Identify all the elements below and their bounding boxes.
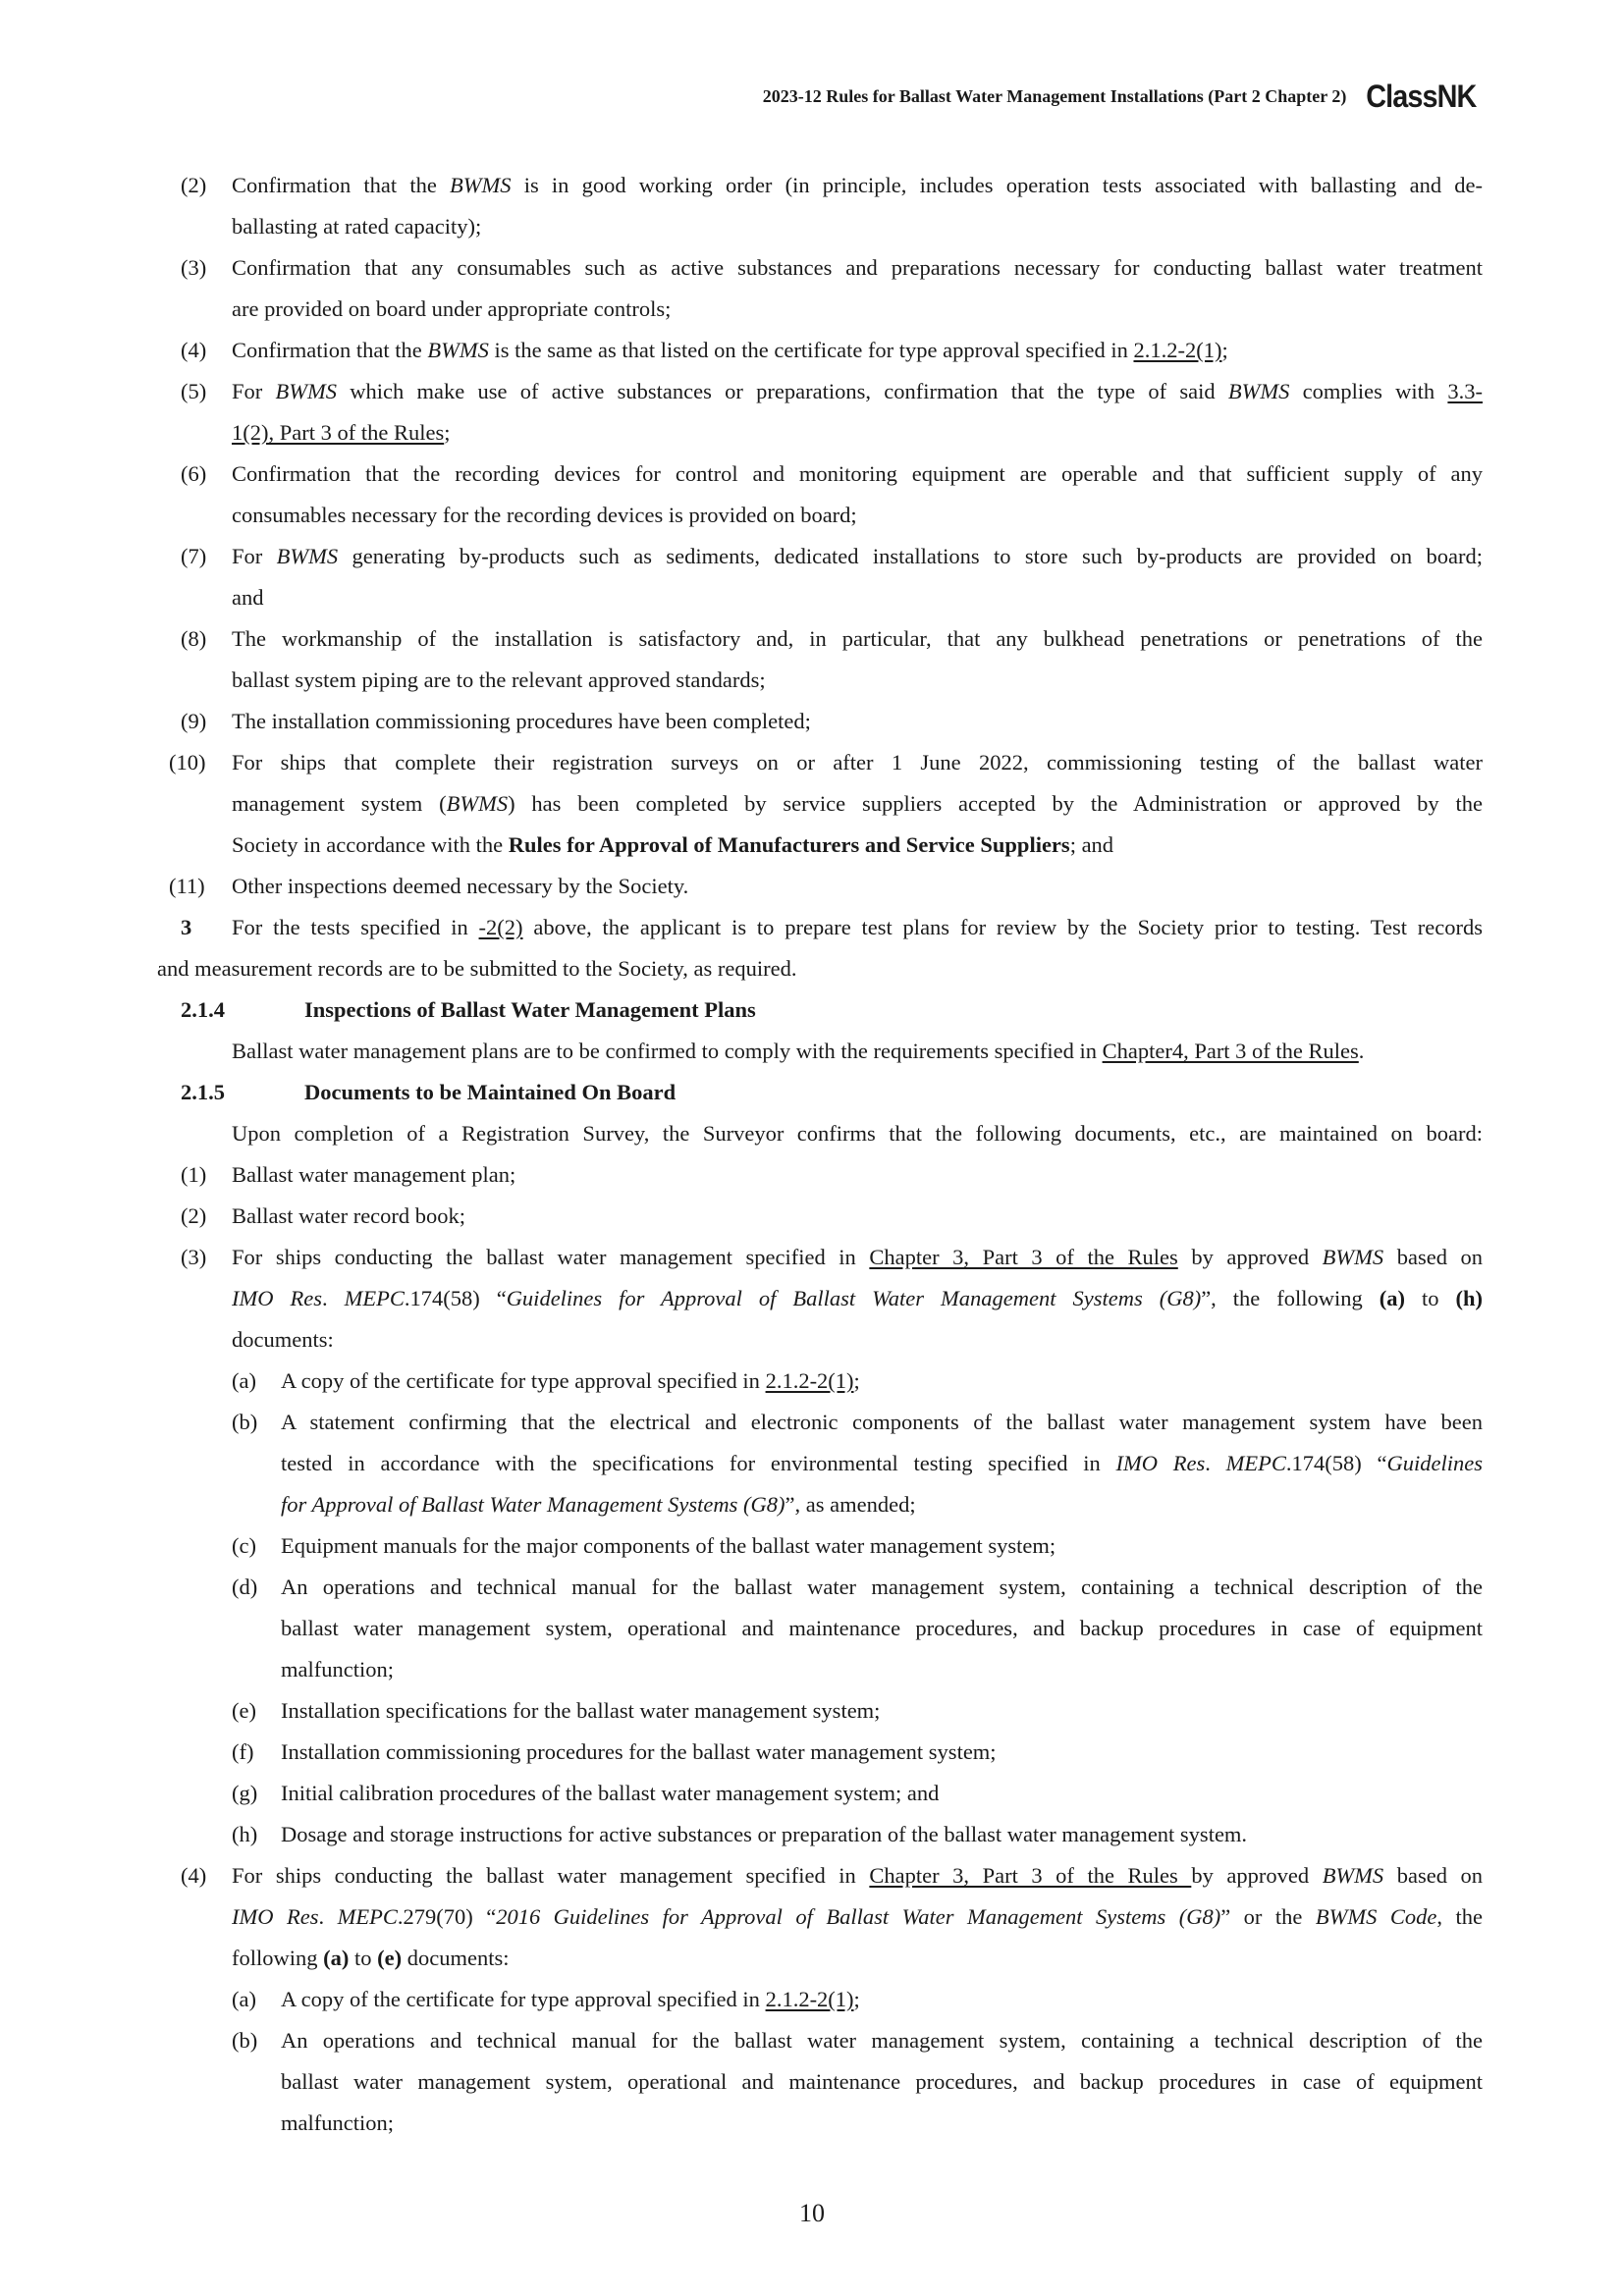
reference-link[interactable]: 2.1.2-2(1) — [765, 1987, 854, 2011]
sub-item-letter: (f) — [232, 1739, 254, 1764]
item-text: Ballast water record book; — [232, 1203, 466, 1228]
sub-item-text: Installation commissioning procedures for the ballast water management system; — [281, 1739, 997, 1764]
item-text: The installation commissioning procedures have been completed; — [232, 709, 811, 733]
page-number: 10 — [799, 2199, 825, 2227]
reference-link[interactable]: Chapter 3, Part 3 of the Rules — [869, 1863, 1192, 1888]
list-item — [0, 165, 1624, 206]
sub-item-letter: (b) — [232, 1410, 258, 1434]
item-number: (10) — [169, 750, 206, 774]
sub-item-text: Dosage and storage instructions for active substances or preparation of the ballast water management system. — [281, 1822, 1248, 1846]
item-text: Other inspections deemed necessary by the Society. — [232, 874, 689, 898]
paragraph — [0, 1031, 1624, 1072]
reference-link[interactable]: 2.1.2-2(1) — [765, 1368, 854, 1393]
section-heading — [0, 989, 1624, 1031]
item-number: (6) — [181, 461, 207, 486]
sub-item-letter: (g) — [232, 1781, 258, 1805]
sub-item-text: An operations and technical manual for the ballast water management system, containing a technical description of the — [281, 2028, 1483, 2053]
item-number: (7) — [181, 544, 207, 568]
paragraph — [0, 907, 1624, 948]
item-number: (4) — [181, 338, 207, 362]
item-text: The workmanship of the installation is satisfactory and, in particular, that any bulkhead penetrations or penetrations of the — [232, 626, 1483, 651]
list-item-continuation: and — [232, 585, 264, 610]
item-text: Confirmation that any consumables such as active substances and preparations necessary for conducting ballast water treatment — [232, 255, 1483, 280]
classnk-logo: ClassNK — [1366, 79, 1477, 114]
list-item — [0, 1196, 1624, 1237]
list-item-continuation: consumables necessary for the recording devices is provided on board; — [232, 503, 857, 527]
section-number: 2.1.4 — [181, 997, 225, 1022]
sub-item-text: Installation specifications for the ballast water management system; — [281, 1698, 881, 1723]
sub-item-letter: (b) — [232, 2028, 258, 2053]
sub-item-continuation: malfunction; — [281, 1657, 394, 1682]
paragraph-text: Upon completion of a Registration Survey, the Surveyor confirms that the following documents, etc., are maintained on board: — [232, 1121, 1483, 1146]
item-number: (3) — [181, 1245, 207, 1269]
item-number: (1) — [181, 1162, 207, 1187]
list-item — [0, 618, 1624, 660]
list-item-continuation: documents: — [232, 1327, 334, 1352]
sub-item — [0, 1690, 1624, 1732]
reference-link[interactable]: 3.3- — [1447, 379, 1483, 403]
sub-item-letter: (h) — [232, 1822, 258, 1846]
list-item-continuation: are provided on board under appropriate controls; — [232, 296, 672, 321]
list-item-continuation: management system (BWMS) has been completed by service suppliers accepted by the Administration or approved by the — [232, 791, 1483, 816]
document-title: 2023-12 Rules for Ballast Water Management Installations (Part 2 Chapter 2) — [762, 86, 1347, 106]
section-heading — [0, 1072, 1624, 1113]
reference-link[interactable]: -2(2) — [478, 915, 523, 939]
sub-item-continuation: ballast water management system, operational and maintenance procedures, and backup procedures in case of equipment — [281, 1616, 1483, 1640]
paragraph-text: Ballast water management plans are to be confirmed to comply with the requirements specified in Chapter4, Part 3 of the Rules. — [232, 1039, 1365, 1063]
list-item-continuation: ballast system piping are to the relevant approved standards; — [232, 667, 766, 692]
reference-link[interactable]: Chapter4, Part 3 of the Rules — [1102, 1039, 1359, 1063]
item-text: Confirmation that the BWMS is the same as that listed on the certificate for type approval specified in 2.1.2-2(1); — [232, 338, 1228, 362]
sub-item-text: A statement confirming that the electrical and electronic components of the ballast water management system have been — [281, 1410, 1483, 1434]
sub-item-letter: (a) — [232, 1368, 256, 1393]
list-item — [0, 1855, 1624, 1896]
sub-item-text: A copy of the certificate for type approval specified in 2.1.2-2(1); — [281, 1987, 860, 2011]
item-text: Ballast water management plan; — [232, 1162, 516, 1187]
sub-item-text: Initial calibration procedures of the ballast water management system; and — [281, 1781, 940, 1805]
sub-item — [0, 1567, 1624, 1608]
item-text: Confirmation that the recording devices for control and monitoring equipment are operable and that sufficient supply of any — [232, 461, 1483, 486]
item-number: (9) — [181, 709, 207, 733]
item-text: For ships that complete their registration surveys on or after 1 June 2022, commissioning testing of the ballast water — [232, 750, 1483, 774]
sub-item-continuation: tested in accordance with the specifications for environmental testing specified in IMO Res. MEPC.174(58) “Guidelines — [281, 1451, 1483, 1475]
document-body — [0, 165, 1624, 2144]
item-number: (8) — [181, 626, 207, 651]
sub-item — [0, 1361, 1624, 1402]
list-item-continuation: 1(2), Part 3 of the Rules; — [232, 420, 451, 445]
item-text: For BWMS which make use of active substances or preparations, confirmation that the type of said BWMS complies with 3.3- — [232, 379, 1483, 403]
item-number: (11) — [169, 874, 205, 898]
paragraph-text: For the tests specified in -2(2) above, the applicant is to prepare test plans for review by the Society prior to testing. Test records — [232, 915, 1483, 939]
list-item-continuation: following (a) to (e) documents: — [232, 1946, 510, 1970]
sub-item-continuation: ballast water management system, operational and maintenance procedures, and backup procedures in case of equipment — [281, 2069, 1483, 2094]
sub-item-text: Equipment manuals for the major components of the ballast water management system; — [281, 1533, 1056, 1558]
section-number: 2.1.5 — [181, 1080, 225, 1104]
sub-item-letter: (a) — [232, 1987, 256, 2011]
item-text: Confirmation that the BWMS is in good working order (in principle, includes operation tests associated with ballasting and de- — [232, 173, 1483, 197]
list-item-continuation: ballasting at rated capacity); — [232, 214, 482, 239]
paragraph-continuation: and measurement records are to be submitted to the Society, as required. — [157, 956, 797, 981]
item-text: For ships conducting the ballast water management specified in Chapter 3, Part 3 of the Rules by approved BWMS based on — [232, 1863, 1483, 1888]
section-title: Inspections of Ballast Water Management Plans — [304, 997, 756, 1022]
page-header — [0, 79, 1483, 115]
item-text: For ships conducting the ballast water management specified in Chapter 3, Part 3 of the Rules by approved BWMS based on — [232, 1245, 1483, 1269]
sub-item-continuation: malfunction; — [281, 2110, 394, 2135]
sub-item — [0, 1814, 1624, 1855]
list-item — [0, 701, 1624, 742]
paragraph — [0, 1113, 1624, 1154]
reference-link[interactable]: Chapter 3, Part 3 of the Rules — [869, 1245, 1178, 1269]
list-item — [0, 330, 1624, 371]
list-item — [0, 536, 1624, 577]
item-number: (5) — [181, 379, 207, 403]
list-item — [0, 742, 1624, 783]
list-item — [0, 454, 1624, 495]
sub-item-letter: (e) — [232, 1698, 256, 1723]
list-item — [0, 371, 1624, 412]
item-text: For BWMS generating by-products such as sediments, dedicated installations to store such by-products are provided on board; — [232, 544, 1483, 568]
list-item-continuation: IMO Res. MEPC.279(70) “2016 Guidelines for Approval of Ballast Water Management Systems (G8)” or the BWMS Code, the — [232, 1904, 1483, 1929]
list-item — [0, 247, 1624, 289]
list-item — [0, 1237, 1624, 1278]
sub-item-letter: (c) — [232, 1533, 256, 1558]
sub-item — [0, 2020, 1624, 2061]
sub-item-letter: (d) — [232, 1575, 258, 1599]
list-item-continuation: Society in accordance with the Rules for Approval of Manufacturers and Service Suppliers; and — [232, 832, 1114, 857]
reference-link[interactable]: 1(2), Part 3 of the Rules — [232, 420, 445, 445]
list-item — [0, 1154, 1624, 1196]
sub-item — [0, 1773, 1624, 1814]
sub-item-text: An operations and technical manual for the ballast water management system, containing a technical description of the — [281, 1575, 1483, 1599]
reference-link[interactable]: 2.1.2-2(1) — [1133, 338, 1222, 362]
paragraph-number: 3 — [181, 915, 192, 939]
list-item-continuation: IMO Res. MEPC.174(58) “Guidelines for Approval of Ballast Water Management Systems (G8)”, the following (a) to (h) — [232, 1286, 1483, 1310]
item-number: (4) — [181, 1863, 207, 1888]
sub-item — [0, 1525, 1624, 1567]
list-item — [0, 866, 1624, 907]
item-number: (2) — [181, 173, 207, 197]
item-number: (2) — [181, 1203, 207, 1228]
sub-item — [0, 1402, 1624, 1443]
section-title: Documents to be Maintained On Board — [304, 1080, 677, 1104]
sub-item-continuation: for Approval of Ballast Water Management Systems (G8)”, as amended; — [281, 1492, 916, 1517]
sub-item — [0, 1979, 1624, 2020]
sub-item-text: A copy of the certificate for type approval specified in 2.1.2-2(1); — [281, 1368, 860, 1393]
sub-item — [0, 1732, 1624, 1773]
item-number: (3) — [181, 255, 207, 280]
